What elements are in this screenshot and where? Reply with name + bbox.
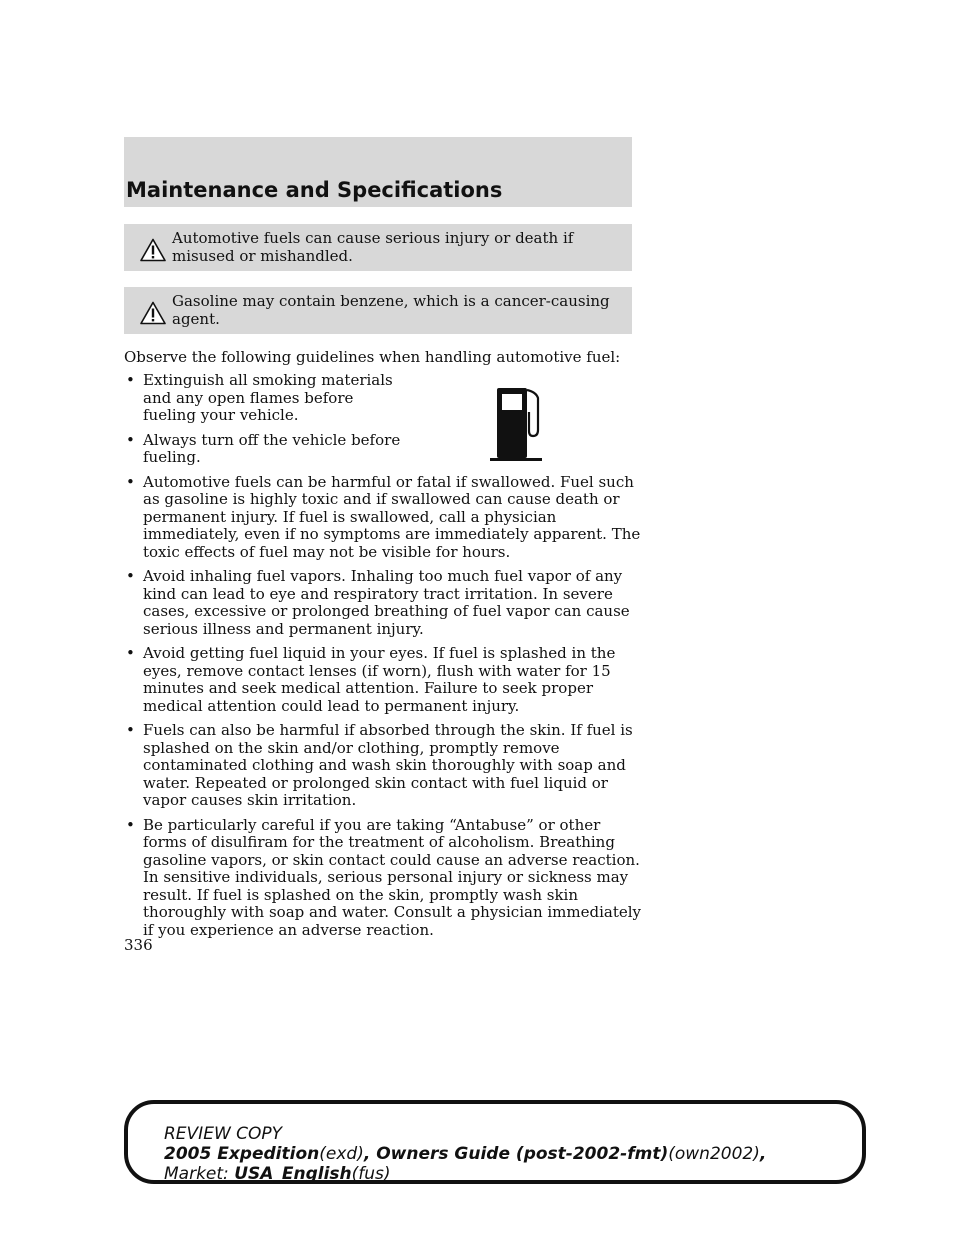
- warning-triangle-icon: [140, 238, 166, 262]
- review-copy-label: REVIEW COPY: [164, 1124, 283, 1144]
- warning-box: [124, 224, 632, 271]
- guide-name: Owners Guide (post-2002-fmt): [376, 1144, 669, 1164]
- warning-text: Gasoline may contain benzene, which is a cancer-causing agent.: [172, 292, 610, 328]
- warning-text: Automotive fuels can cause serious injury or death if misused or mishandled.: [172, 229, 574, 265]
- page-number: 336: [124, 936, 153, 954]
- warning-triangle-icon: [140, 301, 166, 325]
- guide-code: (own2002): [668, 1144, 760, 1164]
- review-document-line: [164, 1144, 766, 1164]
- fuel-pump-icon: [489, 382, 543, 464]
- market-label: Market:: [164, 1164, 235, 1184]
- list-item: • Extinguish all smoking materials and any open flames before fueling your vehicle.: [124, 372, 401, 425]
- warning-box: [124, 287, 632, 334]
- list-item: • Avoid inhaling fuel vapors. Inhaling too much fuel vapor of any kind can lead to eye and respiratory tract irritation. In severe cases, excessive or prolonged breathing of fuel vapor can cause serious illness and permanent injury.: [124, 568, 644, 638]
- market-name: USA_English: [234, 1164, 352, 1184]
- separator: ,: [759, 1144, 767, 1164]
- market-code: (fus): [351, 1164, 391, 1184]
- vehicle-name: 2005 Expedition: [164, 1144, 320, 1164]
- list-item: • Fuels can also be harmful if absorbed through the skin. If fuel is splashed on the skin and/or clothing, promptly remove contaminated clothing and wash skin thoroughly with soap and water. Repeated or prolonged skin contact with fuel liquid or vapor causes skin irritation.: [124, 722, 644, 810]
- review-market-line: [164, 1164, 391, 1184]
- section-title: Maintenance and Specifications: [126, 178, 503, 202]
- list-item: • Avoid getting fuel liquid in your eyes. If fuel is splashed in the eyes, remove contact lenses (if worn), flush with water for 15 minutes and seek medical attention. Failure to seek proper medical attention could lead to permanent injury.: [124, 645, 644, 715]
- list-item: • Be particularly careful if you are taking “Antabuse” or other forms of disulfiram for the treatment of alcoholism. Breathing gasoline vapors, or skin contact could cause an adverse reaction. In sensitive individuals, serious personal injury or sickness may result. If fuel is splashed on the skin, promptly wash skin thoroughly with soap and water. Consult a physician immediately if you experience an adverse reaction.: [124, 817, 644, 940]
- guideline-list: [124, 372, 644, 946]
- separator: ,: [363, 1144, 377, 1164]
- vehicle-code: (exd): [319, 1144, 364, 1164]
- list-item: • Automotive fuels can be harmful or fatal if swallowed. Fuel such as gasoline is highly toxic and if swallowed can cause death or permanent injury. If fuel is swallowed, call a physician immediately, even if no symptoms are immediately apparent. The toxic effects of fuel may not be visible for hours.: [124, 474, 644, 562]
- list-item: • Always turn off the vehicle before fueling.: [124, 432, 401, 467]
- intro-paragraph: Observe the following guidelines when handling automotive fuel:: [124, 348, 621, 366]
